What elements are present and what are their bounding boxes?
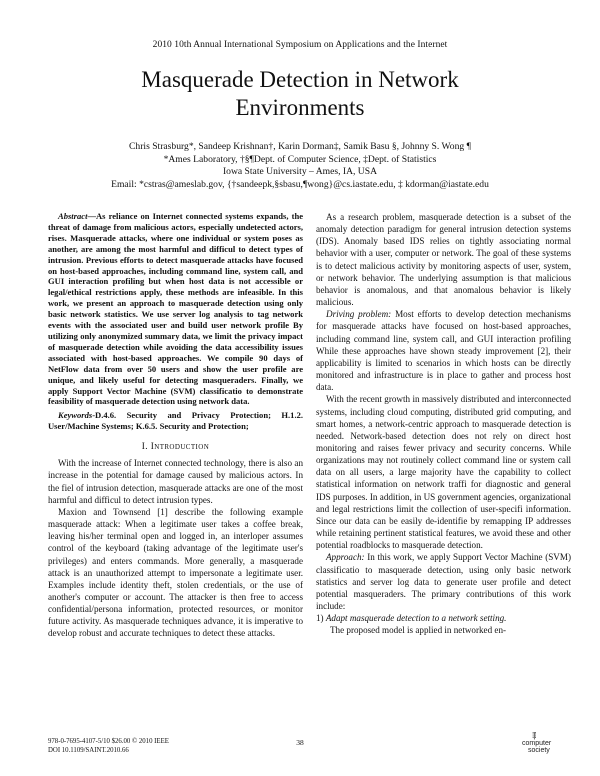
list-item-text: Adapt masquerade detection to a network setting.	[325, 613, 507, 624]
abstract	[48, 211, 303, 407]
affiliation-2: Iowa State University – Ames, IA, USA	[222, 166, 377, 177]
page-number: 38	[296, 738, 304, 747]
approach-paragraph	[316, 551, 571, 612]
list-item-number: 1)	[316, 613, 324, 624]
abstract-text: —As reliance on Internet connected systems expands, the threat of damage from malicious actors, especially undetected actors, rises. Masquerade attacks, where one individual or system poses as another, are among the most harmful and difficul to detect types of intrusion. Previous efforts to detect masquerade attacks have focused on host-based approaches, including command line, system call, and GUI interaction profiling but when host data is not accessible or legal/ethical restrictions apply, these methods are infeasible. In this work, we present an approach to masquerade detection using only basic network statistics. We use server log analysis to tag network events with the associated user and build user network profile By utilizing only anonymized summary data, we limit the privacy impact of masquerade detection while avoiding the data accessibility issues associated with host-based approaches. We compile 90 days of NetFlow data from over 50 users and show the user profile are unique, and likely useful for detecting masqueraders. Finally, we apply Support Vector Machine (SVM) classificatio to demonstrate feasibility of masquerade detection using network data.	[48, 211, 303, 407]
computer-society-logo	[512, 732, 560, 756]
footer-doi: DOI 10.1109/SAINT.2010.66	[48, 746, 129, 754]
contribution-detail: The proposed model is applied in networked en-	[330, 625, 507, 636]
driving-problem-paragraph	[316, 308, 571, 393]
title-line-2: Environments	[235, 95, 365, 120]
left-column	[48, 211, 303, 640]
conference-header: 2010 10th Annual International Symposium on Applications and the Internet	[152, 40, 448, 50]
driving-problem-text: Most efforts to develop detection mechanisms for masquerade attacks have focused on host-based approaches, including command line, system call, and GUI interaction profiling While these approaches have shown steady improvement [2], their applicability is limited to scenarios in which hosts can be directly monitored and infrastructure is in place to gather and process host data.	[316, 309, 571, 393]
author-names: Chris Strasburg*, Sandeep Krishnan†, Karin Dorman‡, Samik Basu §, Johnny S. Wong ¶	[129, 141, 471, 152]
author-block	[0, 141, 600, 191]
right-column	[316, 211, 571, 636]
keywords	[48, 410, 303, 432]
logo-mark-icon: ⁞|⁞	[532, 731, 536, 740]
author-emails: Email: *cstras@ameslab.gov, {†sandeepk,§sbasu,¶wong}@cs.iastate.edu, ‡ kdorman@iastate.edu	[111, 178, 489, 190]
approach-label: Approach:	[326, 552, 365, 563]
research-problem-paragraph: As a research problem, masquerade detection is a subset of the anomaly detection paradigm for general intrusion detection systems (IDS). Anomaly based IDS relies on tightly associating normal behavior with a user, computer or network. The goal of these systems is to detect malicious activity by monitoring aspects of user, system, or network behavior. The underlying assumption is that malicious behavior is anomalous, and that anomalous behavior is likely malicious.	[316, 212, 571, 308]
logo-word-society: society	[528, 747, 550, 754]
title-line-1: Masquerade Detection in Network	[141, 67, 459, 92]
keywords-label: Keywords	[58, 410, 93, 421]
intro-paragraph-1: With the increase of Internet connected technology, there is also an increase in the potential for damage caused by malicious actors. In the fiel of intrusion detection, masquerade attacks are one of the most harmful and difficul to detect intrusion types.	[48, 458, 303, 505]
logo-word-computer: computer	[522, 740, 552, 747]
abstract-label: Abstract	[58, 211, 88, 221]
footer-isbn: 978-0-7695-4107-5/10 $26.00 © 2010 IEEE	[48, 738, 169, 745]
driving-problem-label: Driving problem:	[326, 309, 392, 320]
network-growth-paragraph: With the recent growth in massively distributed and interconnected systems, including cloud computing, distributed grid computing, and smart homes, a network-centric approach to masquerade detection is needed. Network-based detection does not rely on direct host monitoring and raises fewer privacy and security concerns. While organizations may not routinely collect command line or system call data on all users, a large majority have the capability to collect statistical information on network traffi for diagnostic and general IDS purposes. In addition, in US government agencies, organizational and legal restrictions limit the collection of user-specifi information. Since our data can be easily de-identifie by remapping IP addresses while retaining pertinent statistical features, we avoid these and other potential roadblocks to masquerade detection.	[316, 394, 571, 551]
contribution-list-item-1	[316, 612, 571, 624]
section-heading-introduction: I. Introduction	[141, 442, 210, 453]
approach-text: In this work, we apply Support Vector Machine (SVM) classificatio to masquerade detection, using only basic network statistics and server log data to generate user profile and detect potential masqueraders. The primary contributions of this work include:	[316, 552, 571, 611]
keywords-text: -D.4.6. Security and Privacy Protection; H.1.2. User/Machine Systems; K.6.5. Security and Protection;	[48, 410, 303, 432]
paper-title	[0, 66, 600, 122]
affiliation-1: *Ames Laboratory, †§¶Dept. of Computer Science, ‡Dept. of Statistics	[163, 153, 437, 165]
intro-paragraph-2: Maxion and Townsend [1] describe the following example masquerade attack: When a legitimate user takes a coffee break, leaving his/her terminal open and logged in, an interloper assumes control of the keyboard (taking advantage of the legitimate user's privileges) and enters commands. More generally, a masquerade attack is an unauthorized attempt to impersonate a legitimate user. Examples include identity theft, stolen credentials, or the use of another's computer or account. The attacker is then free to access confidential/persona information, protected resources, or monitor future activity. As masquerade techniques advance, it is imperative to develop robust and accurate techniques to detect these attacks.	[48, 506, 303, 639]
